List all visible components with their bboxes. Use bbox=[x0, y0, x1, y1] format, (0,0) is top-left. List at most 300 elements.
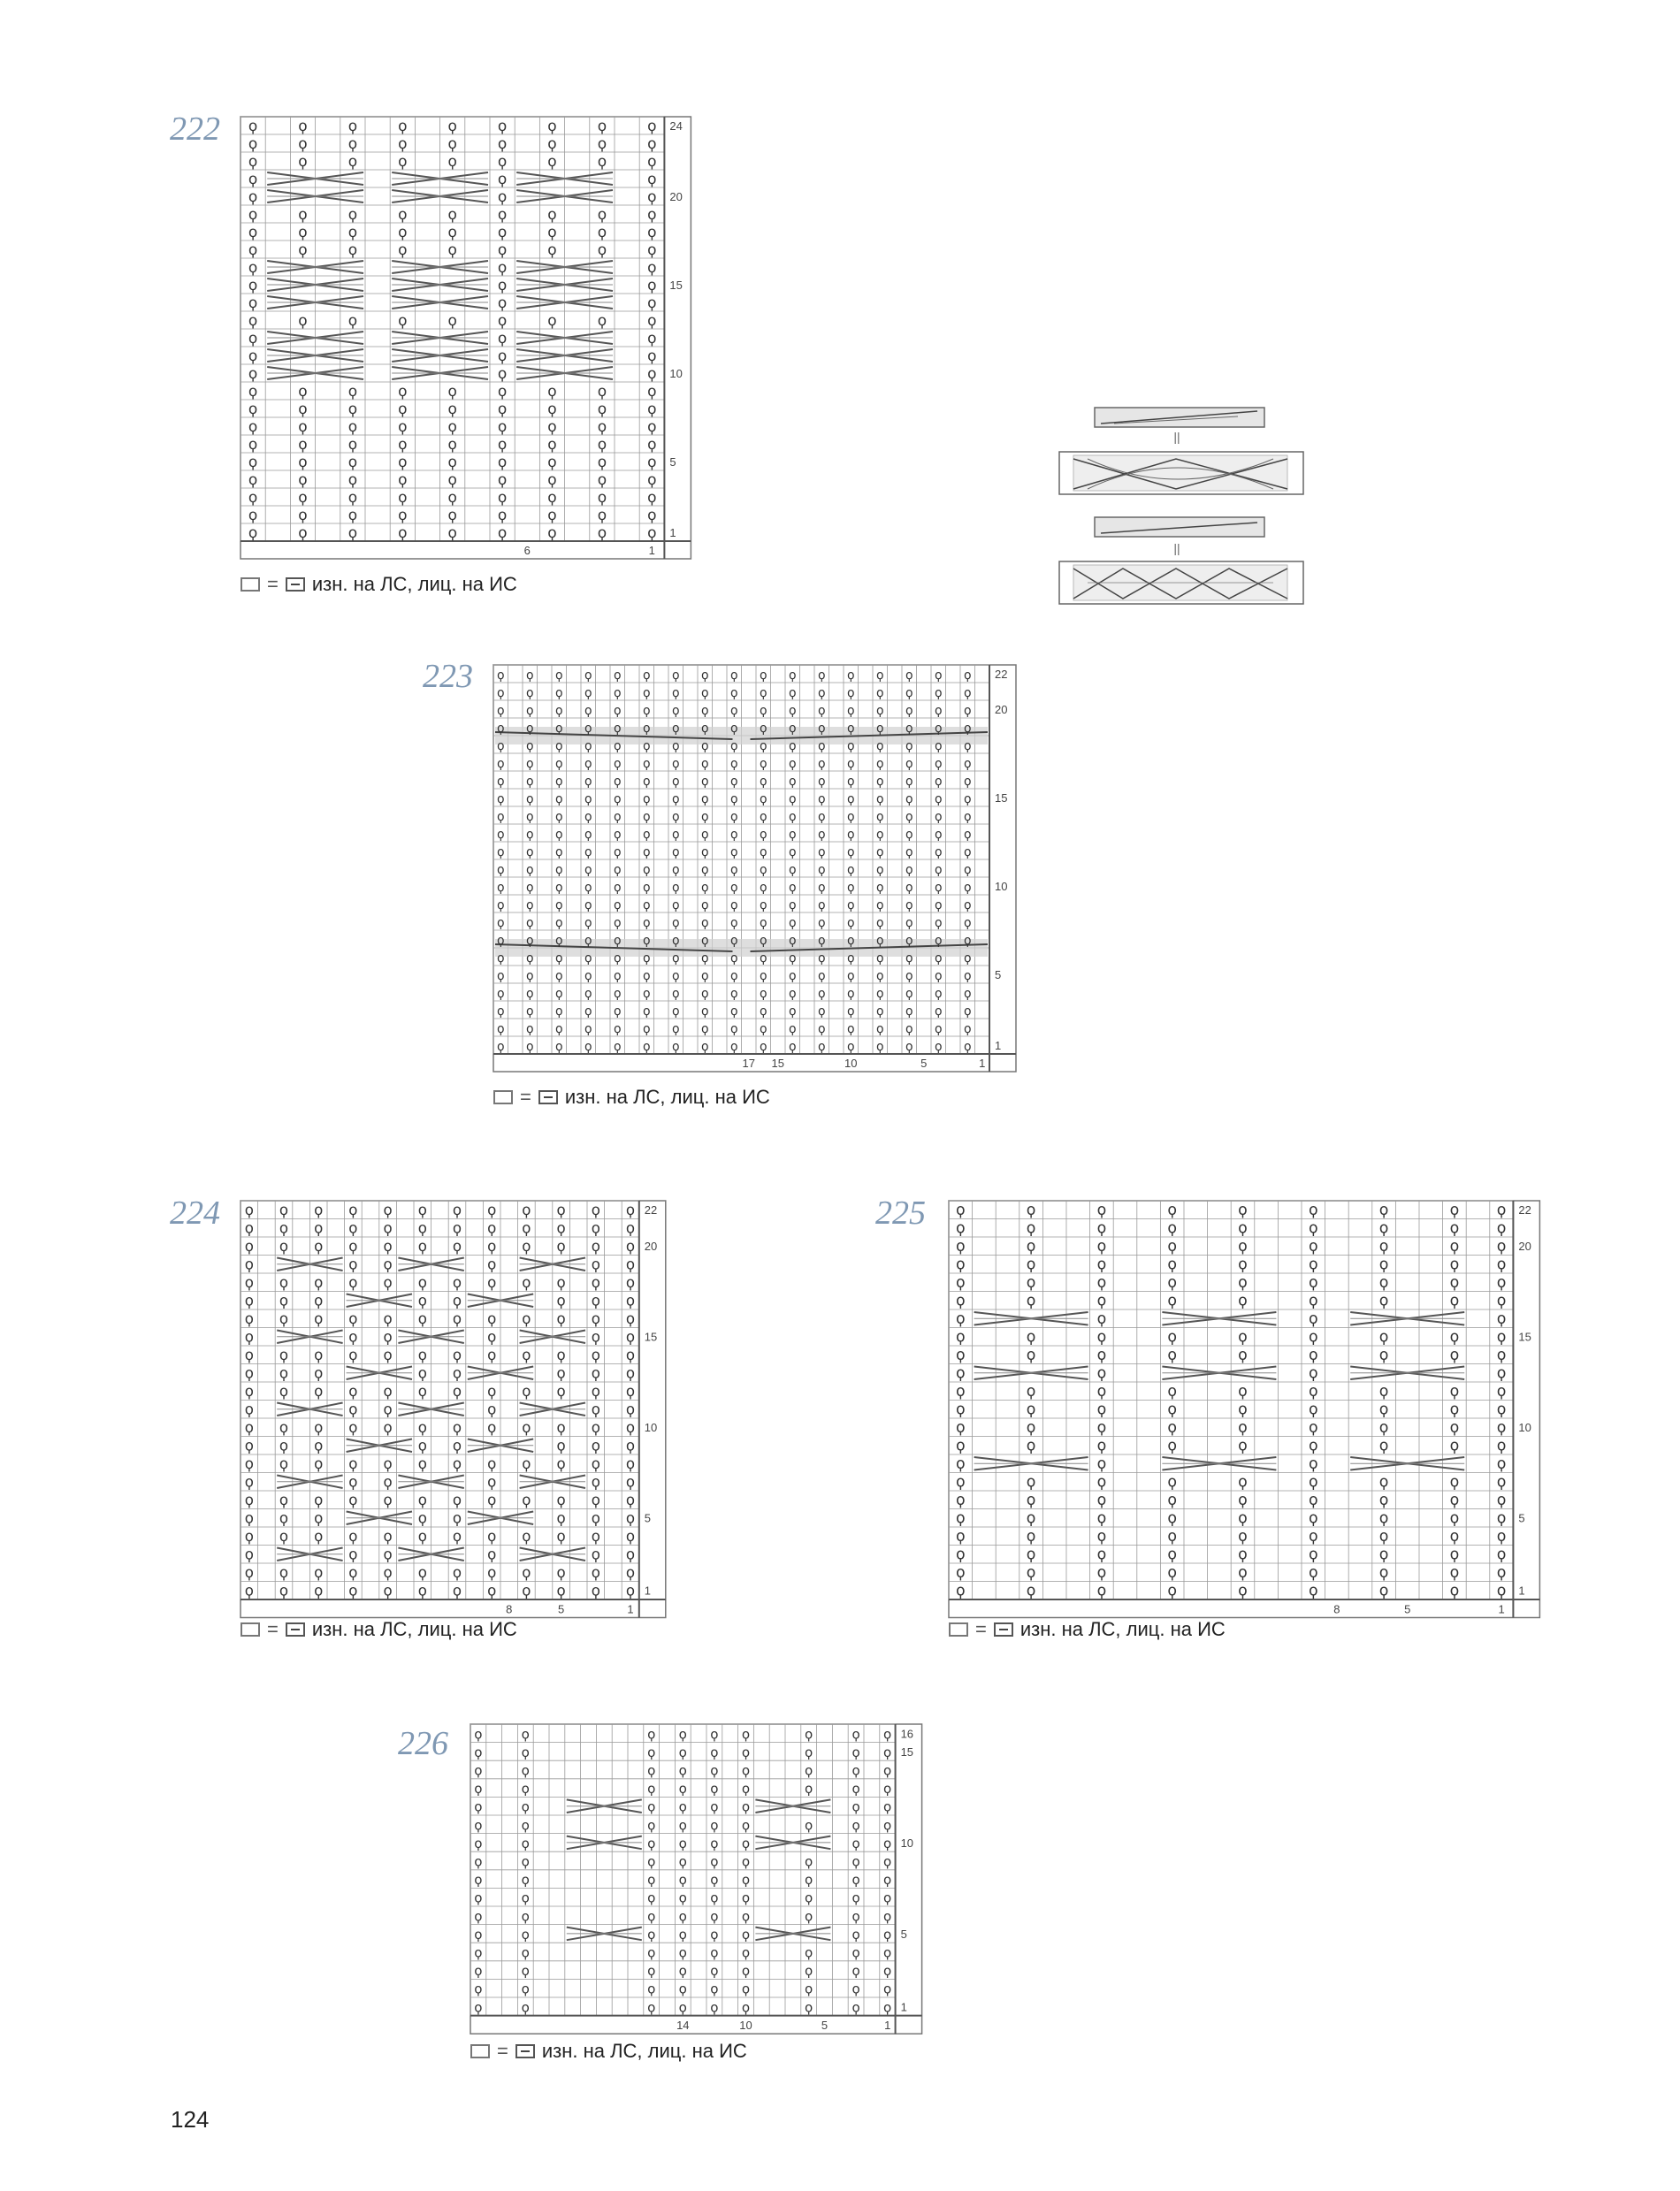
twisted-knit-stitch: ϙ bbox=[597, 523, 607, 542]
twisted-knit-stitch: ϙ bbox=[805, 1908, 813, 1925]
twisted-knit-stitch: ϙ bbox=[678, 1726, 687, 1743]
twisted-knit-stitch: ϙ bbox=[244, 1202, 254, 1219]
twisted-knit-stitch: ϙ bbox=[642, 704, 651, 718]
twisted-knit-stitch: ϙ bbox=[625, 1546, 636, 1563]
twisted-knit-stitch: ϙ bbox=[678, 1762, 687, 1779]
twisted-knit-stitch: ϙ bbox=[678, 1926, 687, 1943]
twisted-knit-stitch: ϙ bbox=[1449, 1219, 1460, 1238]
twisted-knit-stitch: ϙ bbox=[729, 721, 738, 736]
twisted-knit-stitch: ϙ bbox=[671, 881, 680, 895]
twisted-knit-stitch: ϙ bbox=[875, 898, 884, 912]
twisted-knit-stitch: ϙ bbox=[851, 1944, 860, 1961]
twisted-knit-stitch: ϙ bbox=[805, 1981, 813, 1997]
twisted-knit-stitch: ϙ bbox=[383, 1564, 393, 1582]
twisted-knit-stitch: ϙ bbox=[846, 810, 855, 824]
twisted-knit-stitch: ϙ bbox=[1378, 1528, 1389, 1546]
twisted-knit-stitch: ϙ bbox=[522, 1347, 531, 1364]
twisted-knit-stitch: ϙ bbox=[347, 153, 358, 172]
twisted-knit-stitch: ϙ bbox=[700, 845, 709, 859]
twisted-knit-stitch: ϙ bbox=[597, 400, 607, 418]
twisted-knit-stitch: ϙ bbox=[955, 1528, 966, 1546]
twisted-knit-stitch: ϙ bbox=[298, 400, 308, 418]
twisted-knit-stitch: ϙ bbox=[383, 1347, 393, 1364]
twisted-knit-stitch: ϙ bbox=[613, 916, 622, 930]
row-number-label: 15 bbox=[644, 1330, 658, 1344]
twisted-knit-stitch: ϙ bbox=[244, 1310, 254, 1328]
twisted-knit-stitch: ϙ bbox=[597, 206, 607, 225]
twisted-knit-stitch: ϙ bbox=[934, 792, 943, 806]
twisted-knit-stitch: ϙ bbox=[244, 1383, 254, 1401]
twisted-knit-stitch: ϙ bbox=[613, 881, 622, 895]
twisted-knit-stitch: ϙ bbox=[671, 686, 680, 700]
twisted-knit-stitch: ϙ bbox=[1167, 1256, 1178, 1274]
twisted-knit-stitch: ϙ bbox=[547, 435, 557, 454]
twisted-knit-stitch: ϙ bbox=[521, 1889, 530, 1906]
twisted-knit-stitch: ϙ bbox=[710, 1999, 719, 2016]
twisted-knit-stitch: ϙ bbox=[671, 951, 680, 966]
twisted-knit-stitch: ϙ bbox=[1026, 1437, 1036, 1455]
twisted-knit-stitch: ϙ bbox=[497, 417, 508, 436]
equals-sign: = bbox=[520, 1086, 531, 1108]
twisted-knit-stitch: ϙ bbox=[741, 1835, 751, 1851]
twisted-knit-stitch: ϙ bbox=[710, 1908, 719, 1925]
twisted-knit-stitch: ϙ bbox=[642, 1040, 651, 1054]
twisted-knit-stitch: ϙ bbox=[496, 792, 505, 806]
twisted-knit-stitch: ϙ bbox=[347, 118, 358, 136]
twisted-knit-stitch: ϙ bbox=[521, 1926, 530, 1943]
twisted-knit-stitch: ϙ bbox=[556, 1437, 566, 1454]
twisted-knit-stitch: ϙ bbox=[447, 488, 457, 507]
twisted-knit-stitch: ϙ bbox=[934, 757, 943, 771]
twisted-knit-stitch: ϙ bbox=[788, 704, 797, 718]
twisted-knit-stitch: ϙ bbox=[875, 810, 884, 824]
purl-square-icon bbox=[538, 1090, 558, 1104]
twisted-knit-stitch: ϙ bbox=[497, 364, 508, 383]
twisted-knit-stitch: ϙ bbox=[963, 810, 972, 824]
twisted-knit-stitch: ϙ bbox=[584, 686, 592, 700]
twisted-knit-stitch: ϙ bbox=[496, 969, 505, 983]
twisted-knit-stitch: ϙ bbox=[417, 1292, 427, 1309]
twisted-knit-stitch: ϙ bbox=[521, 1762, 530, 1779]
twisted-knit-stitch: ϙ bbox=[710, 1926, 719, 1943]
twisted-knit-stitch: ϙ bbox=[591, 1383, 600, 1401]
twisted-knit-stitch: ϙ bbox=[905, 828, 913, 842]
twisted-knit-stitch: ϙ bbox=[729, 704, 738, 718]
twisted-knit-stitch: ϙ bbox=[314, 1419, 324, 1437]
twisted-knit-stitch: ϙ bbox=[1026, 1509, 1036, 1528]
column-number-label: 8 bbox=[506, 1602, 513, 1616]
twisted-knit-stitch: ϙ bbox=[647, 1926, 656, 1943]
twisted-knit-stitch: ϙ bbox=[1308, 1292, 1318, 1310]
twisted-knit-stitch: ϙ bbox=[522, 1419, 531, 1437]
twisted-knit-stitch: ϙ bbox=[875, 828, 884, 842]
twisted-knit-stitch: ϙ bbox=[314, 1492, 324, 1509]
twisted-knit-stitch: ϙ bbox=[963, 1040, 972, 1054]
twisted-knit-stitch: ϙ bbox=[934, 704, 943, 718]
twisted-knit-stitch: ϙ bbox=[383, 1473, 393, 1491]
twisted-knit-stitch: ϙ bbox=[417, 1238, 427, 1256]
twisted-knit-stitch: ϙ bbox=[963, 1004, 972, 1019]
twisted-knit-stitch: ϙ bbox=[383, 1528, 393, 1546]
twisted-knit-stitch: ϙ bbox=[671, 775, 680, 789]
twisted-knit-stitch: ϙ bbox=[314, 1292, 324, 1309]
twisted-knit-stitch: ϙ bbox=[1238, 1419, 1248, 1438]
twisted-knit-stitch: ϙ bbox=[934, 916, 943, 930]
twisted-knit-stitch: ϙ bbox=[525, 916, 534, 930]
twisted-knit-stitch: ϙ bbox=[525, 775, 534, 789]
twisted-knit-stitch: ϙ bbox=[496, 951, 505, 966]
twisted-knit-stitch: ϙ bbox=[1308, 1564, 1318, 1583]
twisted-knit-stitch: ϙ bbox=[671, 898, 680, 912]
twisted-knit-stitch: ϙ bbox=[496, 863, 505, 877]
legend-225 bbox=[949, 1618, 1226, 1641]
knitting-chart-grid bbox=[493, 665, 1016, 1072]
twisted-knit-stitch: ϙ bbox=[846, 668, 855, 683]
twisted-knit-stitch: ϙ bbox=[1096, 1274, 1107, 1293]
cable-cross-diagram bbox=[1052, 402, 1309, 619]
twisted-knit-stitch: ϙ bbox=[805, 1762, 813, 1779]
twisted-knit-stitch: ϙ bbox=[955, 1347, 966, 1365]
twisted-knit-stitch: ϙ bbox=[547, 382, 557, 401]
twisted-knit-stitch: ϙ bbox=[474, 1726, 483, 1743]
twisted-knit-stitch: ϙ bbox=[613, 704, 622, 718]
twisted-knit-stitch: ϙ bbox=[248, 488, 258, 507]
twisted-knit-stitch: ϙ bbox=[591, 1546, 600, 1563]
twisted-knit-stitch: ϙ bbox=[1167, 1437, 1178, 1455]
twisted-knit-stitch: ϙ bbox=[522, 1455, 531, 1473]
twisted-knit-stitch: ϙ bbox=[741, 1744, 751, 1760]
twisted-knit-stitch: ϙ bbox=[1238, 1202, 1248, 1220]
twisted-knit-stitch: ϙ bbox=[955, 1256, 966, 1274]
twisted-knit-stitch: ϙ bbox=[417, 1364, 427, 1382]
twisted-knit-stitch: ϙ bbox=[741, 1762, 751, 1779]
twisted-knit-stitch: ϙ bbox=[905, 1040, 913, 1054]
twisted-knit-stitch: ϙ bbox=[487, 1238, 497, 1256]
row-number-label: 10 bbox=[900, 1836, 914, 1850]
twisted-knit-stitch: ϙ bbox=[1449, 1546, 1460, 1564]
purl-square-icon bbox=[286, 577, 305, 592]
twisted-knit-stitch: ϙ bbox=[1449, 1202, 1460, 1220]
twisted-knit-stitch: ϙ bbox=[647, 1981, 656, 1997]
twisted-knit-stitch: ϙ bbox=[846, 863, 855, 877]
twisted-knit-stitch: ϙ bbox=[647, 417, 657, 436]
twisted-knit-stitch: ϙ bbox=[584, 845, 592, 859]
twisted-knit-stitch: ϙ bbox=[963, 863, 972, 877]
twisted-knit-stitch: ϙ bbox=[905, 686, 913, 700]
twisted-knit-stitch: ϙ bbox=[647, 241, 657, 260]
twisted-knit-stitch: ϙ bbox=[671, 1004, 680, 1019]
twisted-knit-stitch: ϙ bbox=[700, 898, 709, 912]
row-number-label: 5 bbox=[669, 454, 676, 469]
twisted-knit-stitch: ϙ bbox=[729, 916, 738, 930]
twisted-knit-stitch: ϙ bbox=[496, 721, 505, 736]
twisted-knit-stitch: ϙ bbox=[1308, 1202, 1318, 1220]
twisted-knit-stitch: ϙ bbox=[556, 1528, 566, 1546]
twisted-knit-stitch: ϙ bbox=[883, 1908, 892, 1925]
twisted-knit-stitch: ϙ bbox=[497, 294, 508, 313]
twisted-knit-stitch: ϙ bbox=[597, 506, 607, 524]
twisted-knit-stitch: ϙ bbox=[1096, 1310, 1107, 1329]
twisted-knit-stitch: ϙ bbox=[1096, 1546, 1107, 1564]
twisted-knit-stitch: ϙ bbox=[647, 1944, 656, 1961]
column-number-label: 1 bbox=[648, 543, 655, 557]
twisted-knit-stitch: ϙ bbox=[642, 898, 651, 912]
twisted-knit-stitch: ϙ bbox=[452, 1292, 462, 1309]
twisted-knit-stitch: ϙ bbox=[496, 898, 505, 912]
twisted-knit-stitch: ϙ bbox=[963, 1022, 972, 1036]
twisted-knit-stitch: ϙ bbox=[522, 1219, 531, 1237]
twisted-knit-stitch: ϙ bbox=[934, 1040, 943, 1054]
twisted-knit-stitch: ϙ bbox=[298, 523, 308, 542]
twisted-knit-stitch: ϙ bbox=[556, 1274, 566, 1292]
twisted-knit-stitch: ϙ bbox=[934, 775, 943, 789]
twisted-knit-stitch: ϙ bbox=[244, 1473, 254, 1491]
twisted-knit-stitch: ϙ bbox=[447, 153, 457, 172]
twisted-knit-stitch: ϙ bbox=[678, 1944, 687, 1961]
knitting-chart-grid bbox=[949, 1201, 1539, 1618]
twisted-knit-stitch: ϙ bbox=[613, 668, 622, 683]
twisted-knit-stitch: ϙ bbox=[613, 1022, 622, 1036]
twisted-knit-stitch: ϙ bbox=[347, 312, 358, 331]
twisted-knit-stitch: ϙ bbox=[963, 739, 972, 753]
twisted-knit-stitch: ϙ bbox=[497, 259, 508, 278]
twisted-knit-stitch: ϙ bbox=[846, 969, 855, 983]
twisted-knit-stitch: ϙ bbox=[591, 1401, 600, 1418]
twisted-knit-stitch: ϙ bbox=[522, 1238, 531, 1256]
column-number-label: 5 bbox=[1404, 1602, 1411, 1616]
twisted-knit-stitch: ϙ bbox=[647, 1744, 656, 1760]
twisted-knit-stitch: ϙ bbox=[474, 1817, 483, 1834]
twisted-knit-stitch: ϙ bbox=[279, 1455, 289, 1473]
twisted-knit-stitch: ϙ bbox=[314, 1582, 324, 1599]
twisted-knit-stitch: ϙ bbox=[554, 792, 563, 806]
twisted-knit-stitch: ϙ bbox=[875, 969, 884, 983]
twisted-knit-stitch: ϙ bbox=[348, 1582, 358, 1599]
twisted-knit-stitch: ϙ bbox=[934, 969, 943, 983]
twisted-knit-stitch: ϙ bbox=[963, 916, 972, 930]
twisted-knit-stitch: ϙ bbox=[905, 934, 913, 948]
twisted-knit-stitch: ϙ bbox=[452, 1528, 462, 1546]
twisted-knit-stitch: ϙ bbox=[700, 934, 709, 948]
twisted-knit-stitch: ϙ bbox=[729, 987, 738, 1001]
twisted-knit-stitch: ϙ bbox=[417, 1455, 427, 1473]
twisted-knit-stitch: ϙ bbox=[554, 1004, 563, 1019]
twisted-knit-stitch: ϙ bbox=[883, 1872, 892, 1889]
twisted-knit-stitch: ϙ bbox=[678, 1853, 687, 1870]
twisted-knit-stitch: ϙ bbox=[817, 828, 826, 842]
twisted-knit-stitch: ϙ bbox=[487, 1256, 497, 1273]
twisted-knit-stitch: ϙ bbox=[591, 1310, 600, 1328]
twisted-knit-stitch: ϙ bbox=[1308, 1492, 1318, 1510]
twisted-knit-stitch: ϙ bbox=[851, 1926, 860, 1943]
twisted-knit-stitch: ϙ bbox=[452, 1509, 462, 1527]
page-number: 124 bbox=[171, 2106, 210, 2133]
twisted-knit-stitch: ϙ bbox=[1378, 1292, 1389, 1310]
twisted-knit-stitch: ϙ bbox=[244, 1328, 254, 1346]
twisted-knit-stitch: ϙ bbox=[1167, 1546, 1178, 1564]
twisted-knit-stitch: ϙ bbox=[729, 775, 738, 789]
twisted-knit-stitch: ϙ bbox=[591, 1564, 600, 1582]
twisted-knit-stitch: ϙ bbox=[905, 845, 913, 859]
twisted-knit-stitch: ϙ bbox=[934, 951, 943, 966]
purl-square-icon bbox=[994, 1622, 1013, 1637]
twisted-knit-stitch: ϙ bbox=[556, 1238, 566, 1256]
twisted-knit-stitch: ϙ bbox=[279, 1238, 289, 1256]
twisted-knit-stitch: ϙ bbox=[846, 916, 855, 930]
twisted-knit-stitch: ϙ bbox=[759, 1004, 767, 1019]
twisted-knit-stitch: ϙ bbox=[625, 1492, 636, 1509]
twisted-knit-stitch: ϙ bbox=[817, 668, 826, 683]
twisted-knit-stitch: ϙ bbox=[647, 435, 657, 454]
twisted-knit-stitch: ϙ bbox=[417, 1347, 427, 1364]
twisted-knit-stitch: ϙ bbox=[883, 1926, 892, 1943]
twisted-knit-stitch: ϙ bbox=[1449, 1509, 1460, 1528]
twisted-knit-stitch: ϙ bbox=[625, 1564, 636, 1582]
twisted-knit-stitch: ϙ bbox=[248, 523, 258, 542]
twisted-knit-stitch: ϙ bbox=[642, 934, 651, 948]
twisted-knit-stitch: ϙ bbox=[556, 1364, 566, 1382]
legend-224 bbox=[241, 1618, 517, 1641]
twisted-knit-stitch: ϙ bbox=[710, 1963, 719, 1980]
twisted-knit-stitch: ϙ bbox=[817, 951, 826, 966]
twisted-knit-stitch: ϙ bbox=[1378, 1582, 1389, 1600]
twisted-knit-stitch: ϙ bbox=[547, 118, 557, 136]
twisted-knit-stitch: ϙ bbox=[613, 828, 622, 842]
twisted-knit-stitch: ϙ bbox=[447, 417, 457, 436]
twisted-knit-stitch: ϙ bbox=[905, 863, 913, 877]
twisted-knit-stitch: ϙ bbox=[474, 1926, 483, 1943]
twisted-knit-stitch: ϙ bbox=[642, 668, 651, 683]
twisted-knit-stitch: ϙ bbox=[554, 845, 563, 859]
twisted-knit-stitch: ϙ bbox=[613, 792, 622, 806]
twisted-knit-stitch: ϙ bbox=[905, 792, 913, 806]
twisted-knit-stitch: ϙ bbox=[625, 1383, 636, 1401]
twisted-knit-stitch: ϙ bbox=[1449, 1419, 1460, 1438]
twisted-knit-stitch: ϙ bbox=[1449, 1274, 1460, 1293]
twisted-knit-stitch: ϙ bbox=[1096, 1328, 1107, 1347]
twisted-knit-stitch: ϙ bbox=[1449, 1473, 1460, 1492]
twisted-knit-stitch: ϙ bbox=[487, 1564, 497, 1582]
twisted-knit-stitch: ϙ bbox=[525, 739, 534, 753]
twisted-knit-stitch: ϙ bbox=[613, 863, 622, 877]
chart-number-222: 222 bbox=[170, 111, 220, 148]
twisted-knit-stitch: ϙ bbox=[417, 1274, 427, 1292]
twisted-knit-stitch: ϙ bbox=[905, 757, 913, 771]
column-number-label: 5 bbox=[557, 1602, 565, 1616]
twisted-knit-stitch: ϙ bbox=[671, 704, 680, 718]
twisted-knit-stitch: ϙ bbox=[710, 1726, 719, 1743]
twisted-knit-stitch: ϙ bbox=[597, 435, 607, 454]
twisted-knit-stitch: ϙ bbox=[1449, 1564, 1460, 1583]
twisted-knit-stitch: ϙ bbox=[1096, 1202, 1107, 1220]
twisted-knit-stitch: ϙ bbox=[955, 1219, 966, 1238]
twisted-knit-stitch: ϙ bbox=[805, 1944, 813, 1961]
twisted-knit-stitch: ϙ bbox=[1238, 1528, 1248, 1546]
twisted-knit-stitch: ϙ bbox=[279, 1347, 289, 1364]
twisted-knit-stitch: ϙ bbox=[710, 1853, 719, 1870]
twisted-knit-stitch: ϙ bbox=[314, 1219, 324, 1237]
twisted-knit-stitch: ϙ bbox=[556, 1310, 566, 1328]
twisted-knit-stitch: ϙ bbox=[642, 757, 651, 771]
twisted-knit-stitch: ϙ bbox=[497, 171, 508, 189]
twisted-knit-stitch: ϙ bbox=[700, 739, 709, 753]
twisted-knit-stitch: ϙ bbox=[710, 1744, 719, 1760]
twisted-knit-stitch: ϙ bbox=[817, 792, 826, 806]
twisted-knit-stitch: ϙ bbox=[759, 863, 767, 877]
twisted-knit-stitch: ϙ bbox=[846, 1040, 855, 1054]
twisted-knit-stitch: ϙ bbox=[417, 1528, 427, 1546]
twisted-knit-stitch: ϙ bbox=[591, 1492, 600, 1509]
twisted-knit-stitch: ϙ bbox=[347, 224, 358, 242]
twisted-knit-stitch: ϙ bbox=[642, 721, 651, 736]
row-number-label: 1 bbox=[900, 2000, 907, 2014]
twisted-knit-stitch: ϙ bbox=[1167, 1219, 1178, 1238]
twisted-knit-stitch: ϙ bbox=[1167, 1383, 1178, 1401]
twisted-knit-stitch: ϙ bbox=[700, 775, 709, 789]
twisted-knit-stitch: ϙ bbox=[1167, 1419, 1178, 1438]
twisted-knit-stitch: ϙ bbox=[710, 1798, 719, 1815]
twisted-knit-stitch: ϙ bbox=[700, 792, 709, 806]
twisted-knit-stitch: ϙ bbox=[678, 1781, 687, 1798]
twisted-knit-stitch: ϙ bbox=[244, 1564, 254, 1582]
twisted-knit-stitch: ϙ bbox=[347, 435, 358, 454]
twisted-knit-stitch: ϙ bbox=[347, 417, 358, 436]
row-number-label: 10 bbox=[995, 880, 1008, 893]
twisted-knit-stitch: ϙ bbox=[279, 1310, 289, 1328]
legend-text: изн. на ЛС, лиц. на ИС bbox=[311, 573, 517, 595]
twisted-knit-stitch: ϙ bbox=[647, 523, 657, 542]
twisted-knit-stitch: ϙ bbox=[875, 863, 884, 877]
twisted-knit-stitch: ϙ bbox=[741, 1999, 751, 2016]
twisted-knit-stitch: ϙ bbox=[525, 845, 534, 859]
twisted-knit-stitch: ϙ bbox=[700, 969, 709, 983]
twisted-knit-stitch: ϙ bbox=[1449, 1437, 1460, 1455]
twisted-knit-stitch: ϙ bbox=[613, 686, 622, 700]
twisted-knit-stitch: ϙ bbox=[741, 1781, 751, 1798]
twisted-knit-stitch: ϙ bbox=[613, 845, 622, 859]
twisted-knit-stitch: ϙ bbox=[700, 1004, 709, 1019]
twisted-knit-stitch: ϙ bbox=[1026, 1328, 1036, 1347]
twisted-knit-stitch: ϙ bbox=[298, 312, 308, 331]
row-number-label: 16 bbox=[900, 1727, 914, 1741]
twisted-knit-stitch: ϙ bbox=[1096, 1292, 1107, 1310]
twisted-knit-stitch: ϙ bbox=[314, 1238, 324, 1256]
twisted-knit-stitch: ϙ bbox=[522, 1564, 531, 1582]
twisted-knit-stitch: ϙ bbox=[279, 1528, 289, 1546]
twisted-knit-stitch: ϙ bbox=[1378, 1383, 1389, 1401]
twisted-knit-stitch: ϙ bbox=[1026, 1292, 1036, 1310]
twisted-knit-stitch: ϙ bbox=[279, 1437, 289, 1454]
twisted-knit-stitch: ϙ bbox=[497, 523, 508, 542]
twisted-knit-stitch: ϙ bbox=[678, 1963, 687, 1980]
twisted-knit-stitch: ϙ bbox=[1167, 1238, 1178, 1256]
twisted-knit-stitch: ϙ bbox=[671, 828, 680, 842]
twisted-knit-stitch: ϙ bbox=[497, 153, 508, 172]
twisted-knit-stitch: ϙ bbox=[244, 1292, 254, 1309]
twisted-knit-stitch: ϙ bbox=[883, 1981, 892, 1997]
empty-square-icon bbox=[241, 1622, 260, 1637]
twisted-knit-stitch: ϙ bbox=[875, 987, 884, 1001]
row-number-label: 22 bbox=[1518, 1203, 1531, 1218]
twisted-knit-stitch: ϙ bbox=[474, 1744, 483, 1760]
twisted-knit-stitch: ϙ bbox=[1026, 1528, 1036, 1546]
twisted-knit-stitch: ϙ bbox=[647, 1781, 656, 1798]
twisted-knit-stitch: ϙ bbox=[729, 739, 738, 753]
twisted-knit-stitch: ϙ bbox=[383, 1401, 393, 1418]
twisted-knit-stitch: ϙ bbox=[417, 1310, 427, 1328]
twisted-knit-stitch: ϙ bbox=[1449, 1238, 1460, 1256]
twisted-knit-stitch: ϙ bbox=[759, 934, 767, 948]
